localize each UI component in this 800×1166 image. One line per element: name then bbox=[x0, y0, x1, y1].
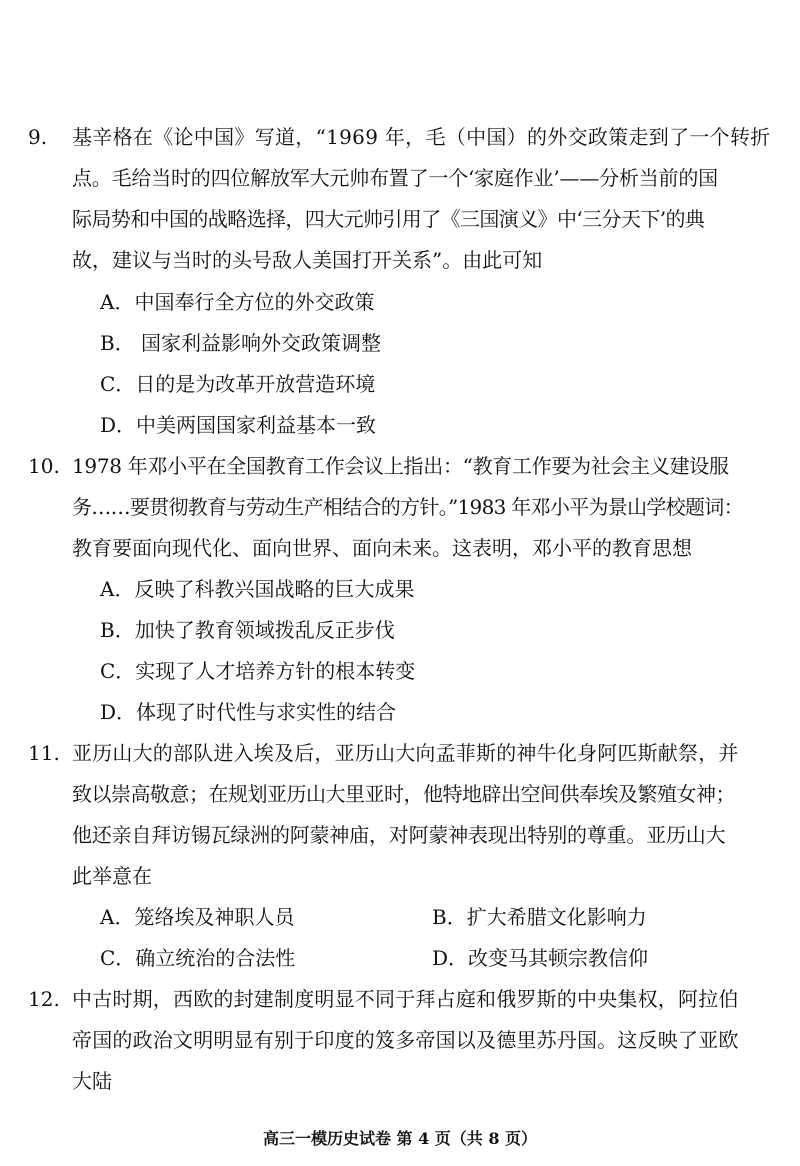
question-number: 10. bbox=[28, 454, 60, 478]
question-number: 9. bbox=[28, 125, 48, 149]
option-b: B． 国家利益影响外交政策调整 bbox=[100, 331, 382, 355]
option-c: C．实现了人才培养方针的根本转变 bbox=[100, 659, 416, 683]
question-stem-line: 基辛格在《论中国》写道，“1969 年，毛（中国）的外交政策走到了一个转折 bbox=[72, 125, 771, 149]
question-stem-line: 大陆 bbox=[72, 1069, 112, 1093]
question-stem-line: 他还亲自拜访锡瓦绿洲的阿蒙神庙，对阿蒙神表现出特别的尊重。亚历山大 bbox=[72, 823, 726, 847]
option-c: C．日的是为改革开放营造环境 bbox=[100, 372, 376, 396]
question-stem-line: 此举意在 bbox=[72, 864, 152, 888]
question-stem-line: 亚历山大的部队进入埃及后，亚历山大向孟菲斯的神牛化身阿匹斯献祭，并 bbox=[72, 741, 739, 765]
option-a: A．笼络埃及神职人员 bbox=[100, 905, 295, 929]
question-number: 11. bbox=[28, 741, 60, 765]
option-b: B．扩大希腊文化影响力 bbox=[432, 905, 647, 929]
question-stem-line: 际局势和中国的战略选择，四大元帅引用了《三国演义》中‘三分天下’的典 bbox=[72, 207, 705, 231]
question-stem-line: 1978 年邓小平在全国教育工作会议上指出：“教育工作要为社会主义建设服 bbox=[72, 454, 729, 478]
option-a: A．反映了科教兴国战略的巨大成果 bbox=[100, 577, 415, 601]
question-stem-line: 点。毛给当时的四位解放军大元帅布置了一个‘家庭作业’——分析当前的国 bbox=[72, 166, 718, 190]
option-a: A．中国奉行全方位的外交政策 bbox=[100, 290, 375, 314]
question-stem-line: 教育要面向现代化、面向世界、面向未来。这表明，邓小平的教育思想 bbox=[72, 536, 692, 560]
question-stem-line: 致以崇高敬意；在规划亚历山大里亚时，他特地辟出空间供奉埃及繁殖女神； bbox=[72, 782, 735, 806]
question-number: 12. bbox=[28, 987, 60, 1011]
question-stem-line: 帝国的政治文明明显有别于印度的笈多帝国以及德里苏丹国。这反映了亚欧 bbox=[72, 1028, 739, 1052]
option-d: D．中美两国国家利益基本一致 bbox=[100, 413, 377, 437]
question-stem-line: 中古时期，西欧的封建制度明显不同于拜占庭和俄罗斯的中央集权，阿拉伯 bbox=[72, 987, 739, 1011]
option-d: D．改变马其顿宗教信仰 bbox=[432, 946, 649, 970]
question-stem-line: 务……要贯彻教育与劳动生产相结合的方针。”1983 年邓小平为景山学校题词： bbox=[72, 495, 743, 519]
option-c: C．确立统治的合法性 bbox=[100, 946, 296, 970]
question-stem-line: 故，建议与当时的头号敌人美国打开关系”。由此可知 bbox=[72, 248, 543, 272]
option-b: B．加快了教育领域拨乱反正步伐 bbox=[100, 618, 395, 642]
option-d: D．体现了时代性与求实性的结合 bbox=[100, 700, 397, 724]
page-footer: 高三一模历史试卷 第 4 页（共 8 页） bbox=[262, 1129, 538, 1148]
